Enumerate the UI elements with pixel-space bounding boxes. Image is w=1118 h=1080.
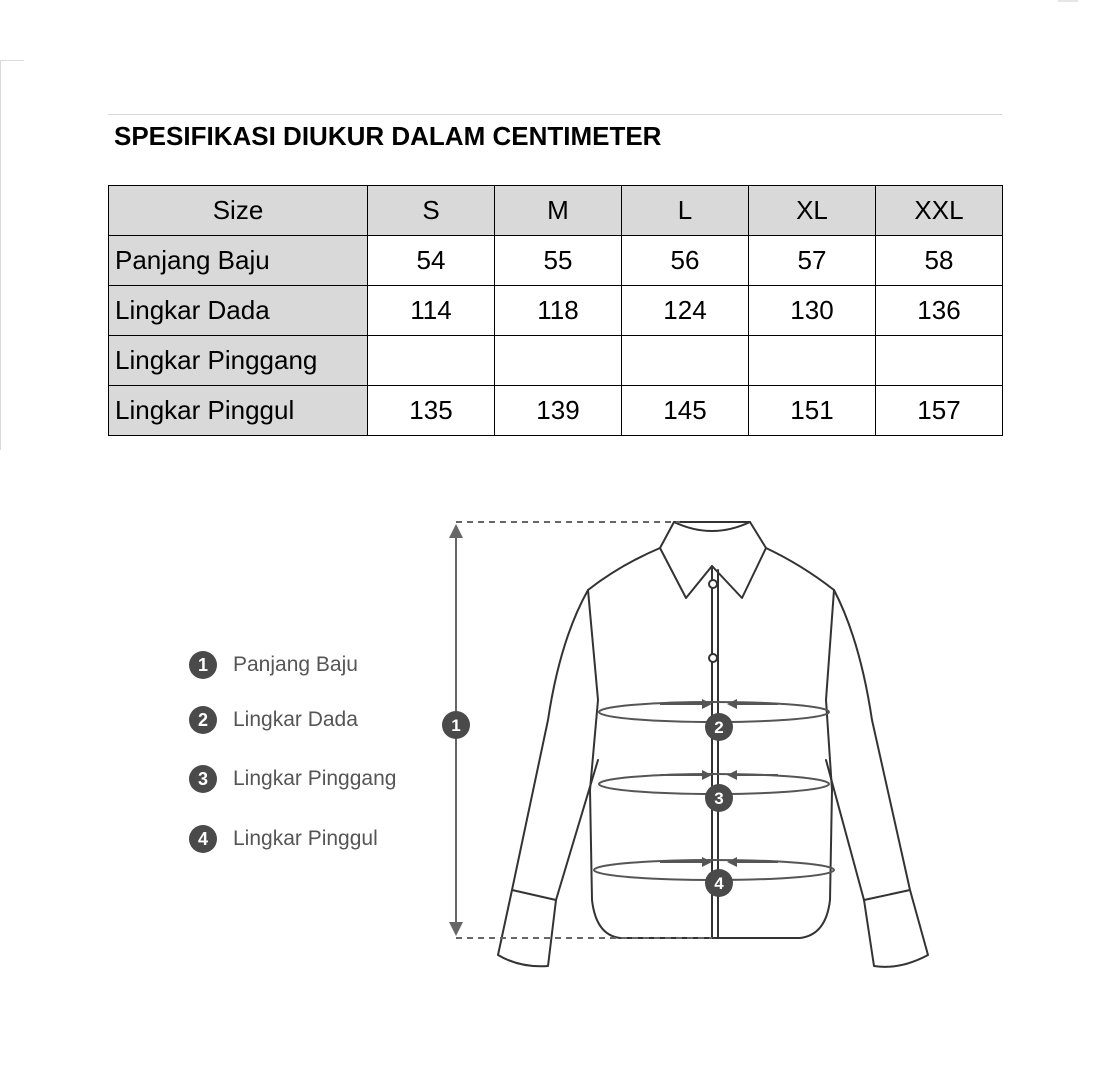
marker-number-hip: 4 [714, 874, 724, 893]
spec-title: SPESIFIKASI DIUKUR DALAM CENTIMETER [108, 114, 1002, 184]
row-label-lingkar-pinggang: Lingkar Pinggang [109, 336, 368, 386]
legend-number-badge: 4 [189, 825, 217, 853]
arrow-right-icon [702, 857, 712, 867]
header-size: Size [109, 186, 368, 236]
row-label-lingkar-pinggul: Lingkar Pinggul [109, 386, 368, 436]
table-cell: 135 [368, 386, 495, 436]
row-label-panjang-baju: Panjang Baju [109, 236, 368, 286]
table-cell: 57 [749, 236, 876, 286]
legend-label: Lingkar Dada [233, 708, 358, 731]
table-cell: 56 [622, 236, 749, 286]
length-measure-line [456, 522, 712, 938]
legend-label: Lingkar Pinggul [233, 827, 378, 850]
table-cell: 130 [749, 286, 876, 336]
button-icon [709, 580, 717, 588]
table-cell: 124 [622, 286, 749, 336]
row-label-lingkar-dada: Lingkar Dada [109, 286, 368, 336]
table-cell: 114 [368, 286, 495, 336]
header-xxl: XXL [876, 186, 1003, 236]
marker-number-waist: 3 [714, 789, 724, 808]
table-cell: 157 [876, 386, 1003, 436]
header-m: M [495, 186, 622, 236]
table-cell: 139 [495, 386, 622, 436]
table-cell: 55 [495, 236, 622, 286]
legend-number-badge: 2 [189, 706, 217, 734]
arrow-left-icon [727, 857, 737, 867]
table-cell: 136 [876, 286, 1003, 336]
legend-number-badge: 3 [189, 765, 217, 793]
legend-number-badge: 1 [189, 651, 217, 679]
header-s: S [368, 186, 495, 236]
header-l: L [622, 186, 749, 236]
marker-number-length: 1 [451, 716, 461, 735]
arrow-left-icon [727, 699, 737, 709]
legend-label: Lingkar Pinggang [233, 767, 397, 790]
table-cell: 58 [876, 236, 1003, 286]
arrow-left-icon [727, 770, 737, 780]
table-cell: 118 [495, 286, 622, 336]
table-cell: 145 [622, 386, 749, 436]
table-cell: 151 [749, 386, 876, 436]
table-cell: 54 [368, 236, 495, 286]
arrow-up-icon [449, 524, 463, 538]
arrow-down-icon [449, 922, 463, 936]
legend-label: Panjang Baju [233, 653, 358, 676]
marker-number-chest: 2 [714, 718, 724, 737]
header-xl: XL [749, 186, 876, 236]
button-icon [709, 654, 717, 662]
arrow-right-icon [702, 699, 712, 709]
arrow-right-icon [702, 770, 712, 780]
